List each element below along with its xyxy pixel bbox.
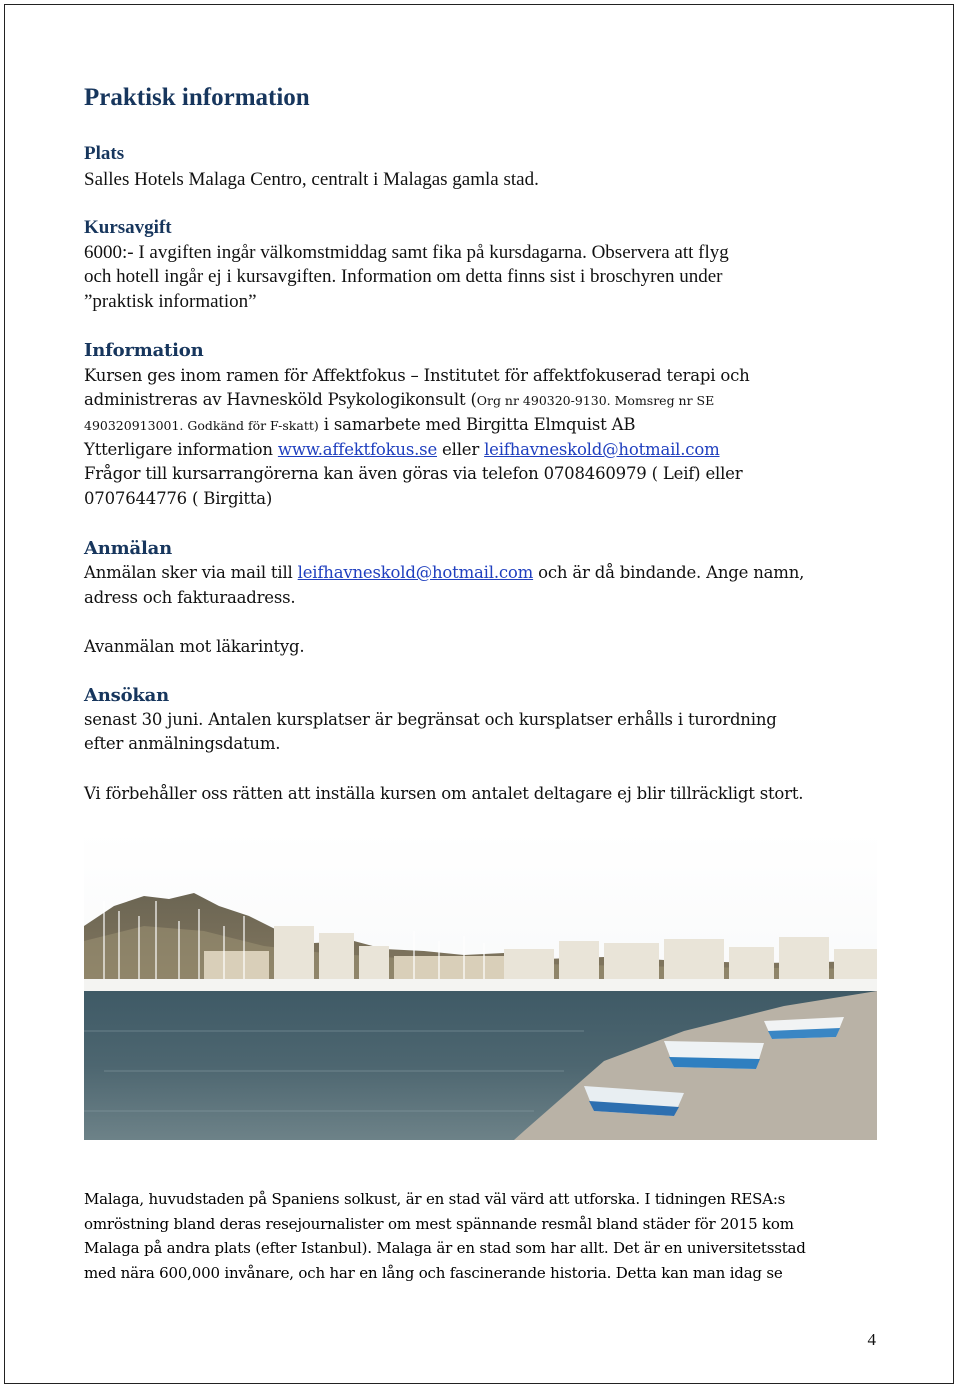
anmalan-email-link[interactable]: leifhavneskold@hotmail.com xyxy=(297,563,534,582)
information-line-6: 0707644776 ( Birgitta) xyxy=(84,489,273,508)
information-line-2-main: administreras av Havnesköld Psykologikonsult ( xyxy=(84,390,477,409)
ansokan-line-2: efter anmälningsdatum. xyxy=(84,734,281,753)
caption-line-2: omröstning bland deras resejournalister om mest spännande resmål bland städer för 2015 kom xyxy=(84,1215,794,1233)
kursavgift-line-2: och hotell ingår ej i kursavgiften. Information om detta finns sist i broschyren under xyxy=(84,266,723,287)
information-line-5: Frågor till kursarrangörerna kan även göras via telefon 0708460979 ( Leif) eller xyxy=(84,464,743,483)
caption-line-1: Malaga, huvudstaden på Spaniens solkust, är en stad väl värd att utforska. I tidningen RESA:s xyxy=(84,1190,786,1208)
anmalan-line-3: Avanmälan mot läkarintyg. xyxy=(84,637,305,656)
anmalan-line-1 xyxy=(84,563,804,582)
ansokan-line-1: senast 30 juni. Antalen kursplatser är begränsat och kursplatser erhålls i turordning xyxy=(84,710,777,729)
org-number: Org nr 490320-9130. Momsreg nr SE xyxy=(476,393,715,408)
affektfokus-link[interactable]: www.affektfokus.se xyxy=(277,440,438,459)
page-number: 4 xyxy=(867,1330,876,1349)
more-info-label: Ytterligare information xyxy=(84,440,278,459)
kursavgift-heading: Kursavgift xyxy=(84,217,172,238)
anmalan-line-1-pre: Anmälan sker via mail till xyxy=(84,563,298,582)
anmalan-line-2: adress och fakturaadress. xyxy=(84,588,296,607)
information-line-3 xyxy=(84,415,635,435)
malaga-harbor-photo xyxy=(84,831,877,1140)
email-link[interactable]: leifhavneskold@hotmail.com xyxy=(484,440,720,459)
information-line-2 xyxy=(84,390,714,410)
moms-number: 490320913001. Godkänd för F-skatt) xyxy=(84,418,319,433)
information-line-4 xyxy=(84,440,720,459)
kursavgift-line-1: 6000:- I avgiften ingår välkomstmiddag samt fika på kursdagarna. Observera att flyg xyxy=(84,242,729,263)
information-line-3-main: i samarbete med Birgitta Elmquist AB xyxy=(318,415,636,434)
plats-text: Salles Hotels Malaga Centro, centralt i Malagas gamla stad. xyxy=(84,169,539,190)
anmalan-heading: Anmälan xyxy=(84,538,172,559)
or-label: eller xyxy=(437,440,485,459)
ansokan-line-3: Vi förbehåller oss rätten att inställa kursen om antalet deltagare ej blir tillräckligt stort. xyxy=(84,784,804,803)
ansokan-heading: Ansökan xyxy=(84,685,170,706)
plats-heading: Plats xyxy=(84,143,125,164)
anmalan-line-1-post: och är då bindande. Ange namn, xyxy=(533,563,805,582)
caption-line-3: Malaga på andra plats (efter Istanbul). Malaga är en stad som har allt. Det är en universitetsstad xyxy=(84,1239,806,1257)
kursavgift-line-3: ”praktisk information” xyxy=(84,291,257,312)
information-heading: Information xyxy=(84,340,204,361)
information-line-1: Kursen ges inom ramen för Affektfokus – Institutet för affektfokuserad terapi och xyxy=(84,366,750,385)
page-title: Praktisk information xyxy=(84,84,310,111)
caption-line-4: med nära 600,000 invånare, och har en lång och fascinerande historia. Detta kan man idag se xyxy=(84,1264,783,1282)
